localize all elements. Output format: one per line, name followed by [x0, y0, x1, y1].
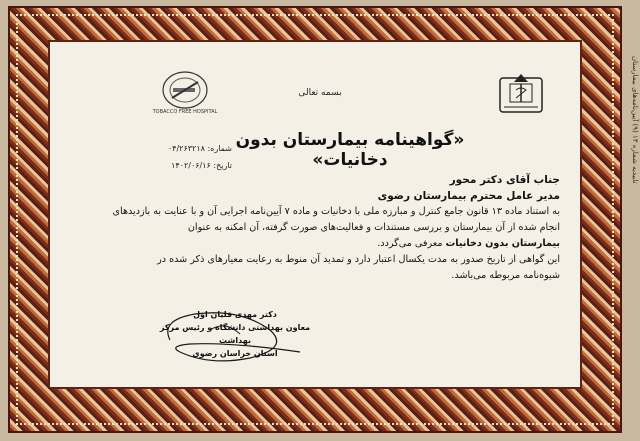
certificate-title: «گواهینامه بیمارستان بدون دخانیات»	[235, 130, 465, 170]
body-line-3	[120, 236, 560, 252]
body-line-1: به استناد ماده ۱۳ قانون جامع کنترل و مبارزه ملی با دخانیات و ماده ۷ آیین‌نامه اجرایی آن و با عنایت به بازدیدهای	[112, 206, 560, 217]
reference-meta	[112, 140, 232, 174]
body-line-3-rest: معرفی می‌گردد.	[377, 238, 446, 249]
number-row	[112, 140, 232, 157]
certificate-body	[112, 172, 560, 284]
signature-block	[150, 308, 320, 360]
hospital-status: بیمارستان بدون دخانیات	[445, 238, 560, 249]
svg-text:TOBACCO FREE HOSPITAL: TOBACCO FREE HOSPITAL	[152, 109, 218, 115]
signatory-name: دکتر مهدی قلیان اول	[193, 310, 277, 319]
signatory-title-1: معاون بهداشتی دانشگاه و رئیس مرکز بهداشت	[159, 323, 311, 345]
date-value: ۱۴۰۲/۰۶/۱۶	[171, 161, 211, 170]
body-line-4: این گواهی از تاریخ صدور به مدت یکسال اعتبار دارد و تمدید آن منوط به رعایت معیارهای ذکر شده در	[157, 254, 560, 265]
recipient: مدیر عامل محترم بیمارستان رضوی	[377, 190, 560, 202]
signatory-title-2: استان خراسان رضوی	[192, 349, 278, 358]
body-line-5: شیوه‌نامه مربوطه می‌باشد.	[451, 270, 560, 281]
body-line-2: انجام شده از آن بیمارستان و بررسی مستندات و فعالیت‌های صورت گرفته، آن امکنه به عنوان	[187, 222, 560, 233]
bismillah: بسمه تعالی	[298, 88, 342, 98]
date-label: تاریخ:	[213, 161, 232, 170]
number-value: ۰۴/۲۶۳۲۱۸	[167, 144, 205, 153]
side-note: تاییدیه شماره ۱۳ (۹) آیین‌نامه‌های بیمارستان	[631, 56, 639, 184]
number-label: شماره:	[207, 144, 232, 153]
salutation: جناب آقای دکتر محور	[449, 174, 560, 186]
